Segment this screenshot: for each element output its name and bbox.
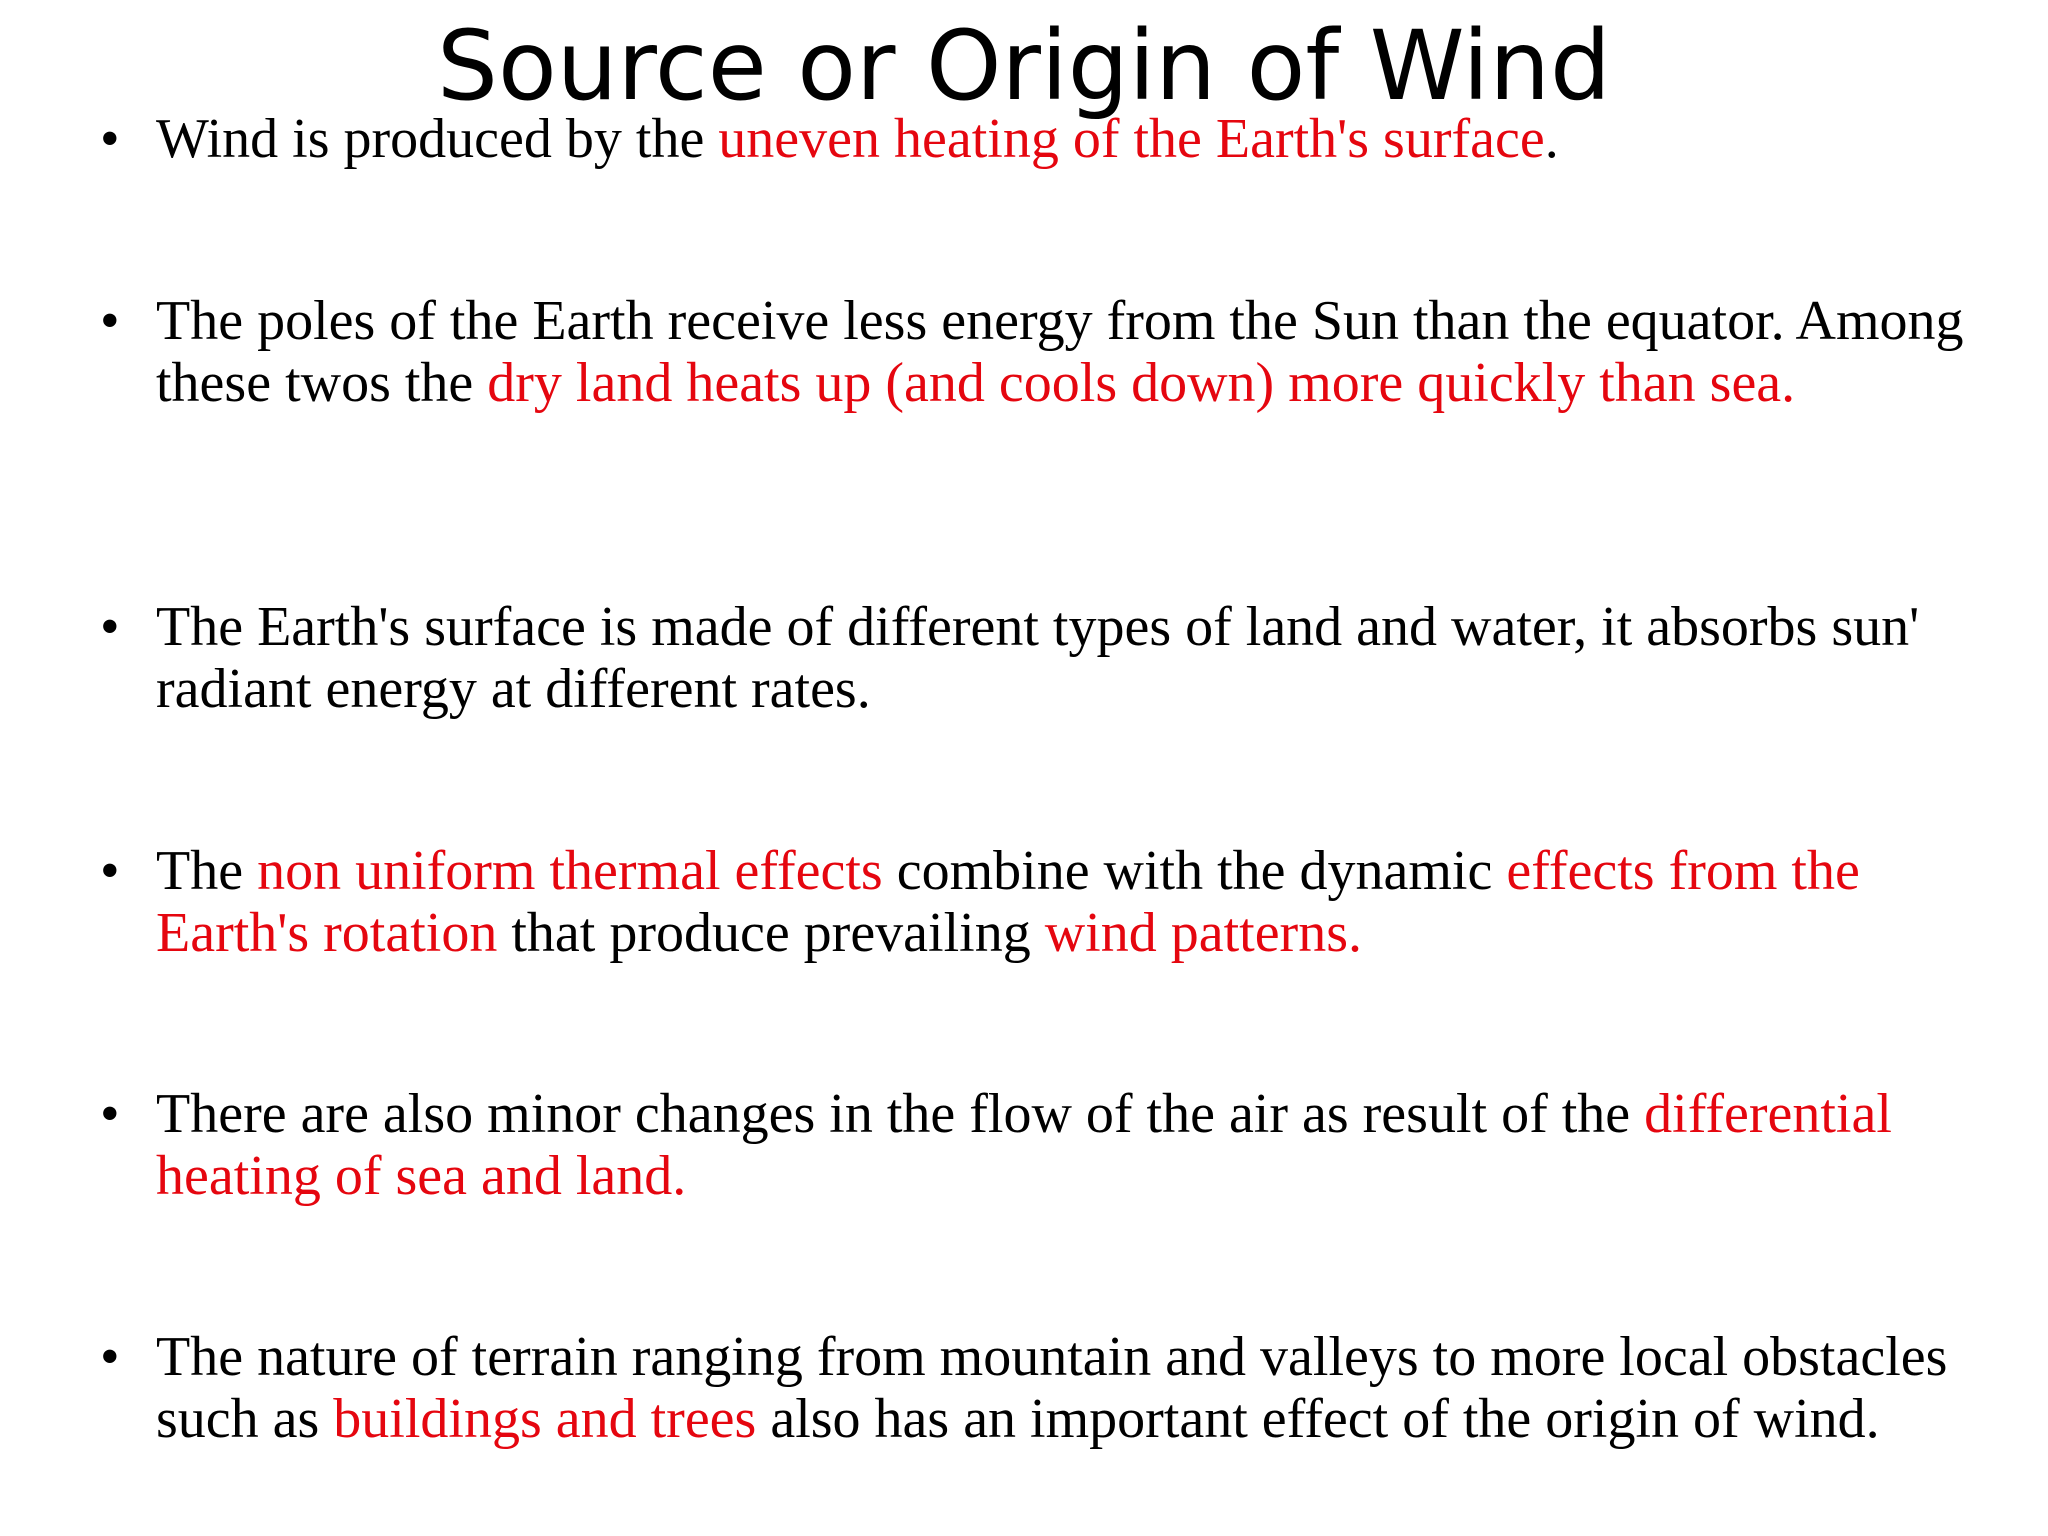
text-segment: combine with the dynamic [882, 840, 1507, 902]
highlighted-segment: wind patterns. [1044, 902, 1362, 964]
text-segment: also has an important effect of the origin of wind. [756, 1388, 1880, 1450]
text-segment: . [1544, 108, 1559, 170]
bullet-item-3 [100, 596, 2000, 720]
text-segment: The [156, 840, 258, 902]
slide-title: Source or Origin of Wind [437, 10, 1611, 122]
bullet-item-4 [100, 840, 2000, 964]
highlighted-segment: differential heating of sea and land. [156, 1083, 1892, 1207]
text-segment: There are also minor changes in the flow of the air as result of the [156, 1083, 1645, 1145]
highlighted-segment: buildings and trees [333, 1388, 757, 1450]
bullet-item-5 [100, 1083, 2000, 1207]
bullet-item-2 [100, 290, 2000, 414]
highlighted-segment: uneven heating of the Earth's surface [718, 108, 1545, 170]
text-segment: that produce prevailing [497, 902, 1045, 964]
bullet-text [156, 290, 2000, 414]
highlighted-segment: non uniform thermal effects [257, 840, 883, 902]
bullet-item-6 [100, 1326, 2000, 1450]
bullet-dot: • [100, 290, 120, 352]
bullet-text [156, 596, 2000, 720]
bullet-dot: • [100, 108, 120, 170]
bullet-item-1 [100, 108, 2000, 170]
bullet-dot: • [100, 840, 120, 902]
bullet-text [156, 108, 2000, 170]
bullet-dot: • [100, 1083, 120, 1145]
bullet-dot: • [100, 1326, 120, 1388]
text-segment: The poles of the Earth receive less energy from the Sun than the equator. Among these twos the [156, 290, 1964, 414]
bullet-dot: • [100, 596, 120, 658]
highlighted-segment: effects from the Earth's rotation [156, 840, 1860, 964]
bullet-text [156, 1083, 2000, 1207]
text-segment: The nature of terrain ranging from mountain and valleys to more local obstacles such as [156, 1326, 1948, 1450]
text-segment: Wind is produced by the [156, 108, 719, 170]
text-segment: The Earth's surface is made of different types of land and water, it absorbs sun' radiant energy at different rates. [156, 596, 1920, 720]
bullet-text [156, 840, 2000, 964]
bullet-text [156, 1326, 2000, 1450]
highlighted-segment: dry land heats up (and cools down) more quickly than sea. [487, 352, 1796, 414]
